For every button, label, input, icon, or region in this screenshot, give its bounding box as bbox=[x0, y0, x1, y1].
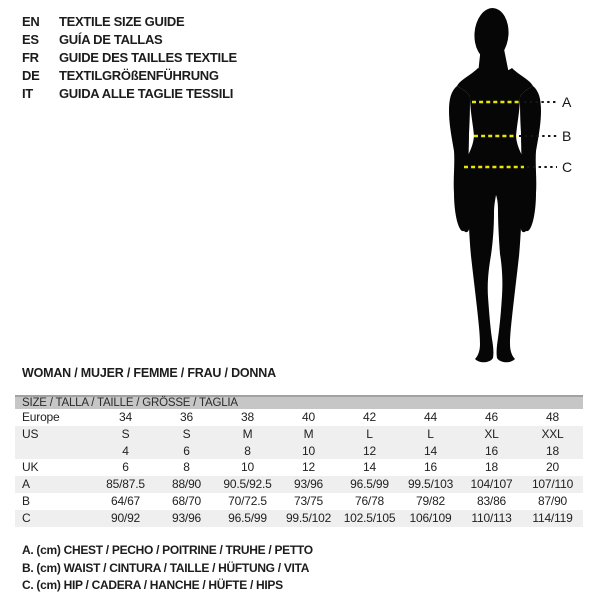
size-value: 93/96 bbox=[171, 510, 202, 525]
size-value: 76/78 bbox=[354, 493, 385, 508]
row-label: B bbox=[22, 493, 30, 508]
size-value: 93/96 bbox=[293, 477, 324, 492]
marker-letter-a: A bbox=[562, 94, 572, 110]
language-list bbox=[22, 13, 237, 103]
legend-line: A. (cm) CHEST / PECHO / POITRINE / TRUHE / PETTO bbox=[22, 543, 313, 557]
language-row bbox=[22, 31, 237, 49]
row-label: UK bbox=[22, 460, 39, 475]
size-value: 4 bbox=[122, 443, 129, 458]
size-value: 6 bbox=[183, 443, 190, 458]
size-table-body bbox=[15, 409, 583, 527]
table-row bbox=[15, 476, 583, 493]
language-row bbox=[22, 67, 237, 85]
size-value: 36 bbox=[180, 410, 193, 424]
size-value: 6 bbox=[122, 460, 129, 475]
size-value: 87/90 bbox=[537, 493, 568, 508]
size-value: 79/82 bbox=[415, 493, 446, 508]
size-value: 18 bbox=[485, 460, 498, 475]
size-value: 20 bbox=[546, 460, 559, 475]
size-value: XL bbox=[484, 426, 499, 441]
table-row bbox=[15, 510, 583, 527]
language-code: FR bbox=[22, 50, 39, 65]
size-value: 48 bbox=[546, 410, 559, 424]
row-label: Europe bbox=[22, 410, 60, 424]
size-value: 64/67 bbox=[110, 493, 141, 508]
size-value: 90/92 bbox=[110, 510, 141, 525]
size-value: 16 bbox=[424, 460, 437, 475]
size-value: 44 bbox=[424, 410, 437, 424]
size-value: 73/75 bbox=[293, 493, 324, 508]
size-value: S bbox=[121, 426, 130, 441]
size-value: 14 bbox=[363, 460, 376, 475]
size-table-header: SIZE / TALLA / TAILLE / GRÖSSE / TAGLIA bbox=[15, 395, 583, 409]
size-value: 83/86 bbox=[476, 493, 507, 508]
size-value: 110/113 bbox=[471, 510, 512, 525]
size-value: 85/87.5 bbox=[106, 477, 145, 492]
size-value: 68/70 bbox=[171, 493, 202, 508]
silhouette-left-arm bbox=[449, 86, 471, 232]
size-value: 114/119 bbox=[532, 510, 573, 525]
size-value: 12 bbox=[363, 443, 376, 458]
size-value: XXL bbox=[541, 426, 564, 441]
size-value: L bbox=[427, 426, 434, 441]
woman-figure bbox=[400, 0, 600, 380]
size-value: 107/110 bbox=[531, 477, 574, 492]
language-code: DE bbox=[22, 68, 40, 83]
woman-silhouette-svg bbox=[400, 0, 600, 380]
legend-line: C. (cm) HIP / CADERA / HANCHE / HÜFTE / HIPS bbox=[22, 578, 283, 592]
table-row bbox=[15, 493, 583, 510]
size-value: 102.5/105 bbox=[343, 510, 396, 525]
size-table bbox=[15, 395, 583, 527]
size-value: 16 bbox=[485, 443, 498, 458]
size-value: 88/90 bbox=[171, 477, 202, 492]
language-label: GUÍA DE TALLAS bbox=[59, 32, 163, 47]
row-label bbox=[15, 443, 95, 460]
language-label: TEXTILGRÖßENFÜHRUNG bbox=[59, 68, 219, 83]
size-value: M bbox=[303, 426, 314, 441]
language-label: GUIDE DES TAILLES TEXTILE bbox=[59, 50, 237, 65]
size-value: 70/72.5 bbox=[228, 493, 267, 508]
table-row bbox=[15, 443, 583, 460]
silhouette-right-arm bbox=[519, 86, 541, 232]
size-value: 10 bbox=[241, 460, 254, 475]
size-value: 104/107 bbox=[470, 477, 513, 492]
size-value: 96.5/99 bbox=[350, 477, 389, 492]
legend-line: B. (cm) WAIST / CINTURA / TAILLE / HÜFTUNG / VITA bbox=[22, 560, 310, 575]
table-row bbox=[15, 409, 583, 426]
measurement-legend bbox=[22, 542, 313, 595]
language-code: ES bbox=[22, 32, 39, 47]
language-label: TEXTILE SIZE GUIDE bbox=[59, 14, 185, 29]
size-value: 14 bbox=[424, 443, 437, 458]
language-label: GUIDA ALLE TAGLIE TESSILI bbox=[59, 86, 234, 101]
size-value: S bbox=[182, 426, 191, 441]
row-label: A bbox=[22, 477, 30, 492]
table-row bbox=[15, 459, 583, 476]
language-code: IT bbox=[22, 86, 33, 101]
marker-letter-b: B bbox=[562, 128, 572, 144]
size-value: 12 bbox=[302, 460, 315, 475]
marker-letter-c: C bbox=[562, 159, 573, 175]
size-value: 99.5/103 bbox=[407, 477, 454, 492]
size-value: 106/109 bbox=[409, 510, 452, 525]
table-row bbox=[15, 426, 583, 443]
language-row bbox=[22, 13, 237, 31]
size-value: 99.5/102 bbox=[285, 510, 332, 525]
row-label: US bbox=[22, 426, 39, 441]
size-value: 38 bbox=[241, 410, 254, 424]
size-value: 46 bbox=[485, 410, 498, 424]
row-label: C bbox=[22, 510, 31, 525]
size-value: 8 bbox=[183, 460, 190, 475]
size-value: 34 bbox=[119, 410, 132, 424]
size-value: M bbox=[242, 426, 253, 441]
language-row bbox=[22, 85, 237, 103]
language-code: EN bbox=[22, 14, 40, 29]
size-value: 42 bbox=[363, 410, 376, 424]
size-value: 10 bbox=[302, 443, 315, 458]
size-value: 18 bbox=[546, 443, 559, 458]
size-value: 96.5/99 bbox=[228, 510, 267, 525]
language-row bbox=[22, 49, 237, 67]
size-value: 90.5/92.5 bbox=[223, 477, 272, 492]
size-value: L bbox=[366, 426, 373, 441]
size-value: 8 bbox=[244, 443, 251, 458]
section-title: WOMAN / MUJER / FEMME / FRAU / DONNA bbox=[22, 366, 276, 380]
size-value: 40 bbox=[302, 410, 315, 424]
